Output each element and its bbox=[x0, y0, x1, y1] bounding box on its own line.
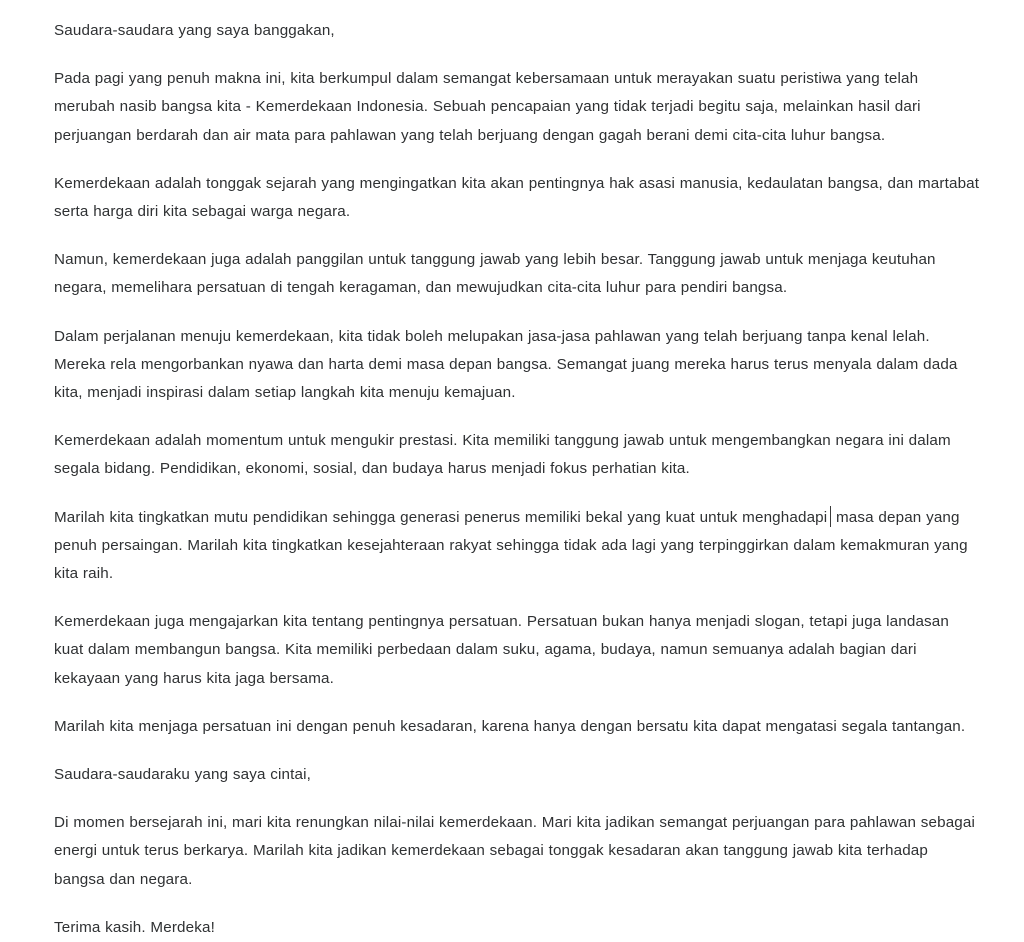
paragraph-body-7[interactable]: Kemerdekaan juga mengajarkan kita tentang pentingnya persatuan. Persatuan bukan hanya menjadi slogan, tetapi juga landasan kuat dalam membangun bangsa. Kita memiliki perbedaan dalam suku, agama, budaya, namun semuanya adalah bagian dari kekayaan yang harus kita jaga bersama. bbox=[54, 613, 950, 687]
paragraph-body-6[interactable] bbox=[54, 504, 980, 589]
paragraph-body-9[interactable]: Di momen bersejarah ini, mari kita renungkan nilai-nilai kemerdekaan. Mari kita jadikan semangat perjuangan para pahlawan sebagai energi untuk terus berkarya. Marilah kita jadikan kemerdekaan sebagai tonggak kesadaran akan tanggung jawab kita terhadap bangsa dan negara. bbox=[54, 814, 976, 888]
paragraph-closing[interactable]: Terima kasih. Merdeka! bbox=[54, 918, 215, 936]
text-caret bbox=[830, 506, 831, 527]
paragraph-body-2[interactable]: Kemerdekaan adalah tonggak sejarah yang mengingatkan kita akan pentingnya hak asasi manusia, kedaulatan bangsa, dan martabat serta harga diri kita sebagai warga negara. bbox=[54, 174, 980, 221]
paragraph-body-1[interactable]: Pada pagi yang penuh makna ini, kita berkumpul dalam semangat kebersamaan untuk merayakan suatu peristiwa yang telah merubah nasib bangsa kita - Kemerdekaan Indonesia. Sebuah pencapaian yang tidak terjadi begitu saja, melainkan hasil dari perjuangan berdarah dan air mata para pahlawan yang telah berjuang dengan gagah berani demi cita-cita luhur bangsa. bbox=[54, 70, 921, 144]
paragraph-salutation-1[interactable]: Saudara-saudara yang saya banggakan, bbox=[54, 22, 335, 39]
paragraph-body-8[interactable]: Marilah kita menjaga persatuan ini dengan penuh kesadaran, karena hanya dengan bersatu kita dapat mengatasi segala tantangan. bbox=[54, 717, 966, 735]
paragraph-salutation-2[interactable]: Saudara-saudaraku yang saya cintai, bbox=[54, 766, 311, 784]
paragraph-body-6-after-caret: masa depan yang penuh persaingan. Marilah kita tingkatkan kesejahteraan rakyat sehingga tidak ada lagi yang terpinggirkan dalam kemakmuran yang kita raih. bbox=[54, 508, 968, 583]
paragraph-body-3[interactable]: Namun, kemerdekaan juga adalah panggilan untuk tanggung jawab yang lebih besar. Tanggung jawab untuk menjaga keutuhan negara, memelihara persatuan di tengah keragaman, dan mewujudkan cita-cita luhur para pendiri bangsa. bbox=[54, 251, 936, 297]
paragraph-body-4[interactable]: Dalam perjalanan menuju kemerdekaan, kita tidak boleh melupakan jasa-jasa pahlawan yang telah berjuang tanpa kenal lelah. Mereka rela mengorbankan nyawa dan harta demi masa depan bangsa. Semangat juang mereka harus terus menyala dalam dada kita, menjadi inspirasi dalam setiap langkah kita menuju kemajuan. bbox=[54, 327, 958, 402]
paragraph-body-6-before-caret: Marilah kita tingkatkan mutu pendidikan sehingga generasi penerus memiliki bekal yang kuat untuk menghadapi bbox=[54, 508, 828, 526]
paragraph-body-5[interactable]: Kemerdekaan adalah momentum untuk mengukir prestasi. Kita memiliki tanggung jawab untuk mengembangkan negara ini dalam segala bidang. Pendidikan, ekonomi, sosial, dan budaya harus menjadi fokus perhatian kita. bbox=[54, 432, 951, 478]
